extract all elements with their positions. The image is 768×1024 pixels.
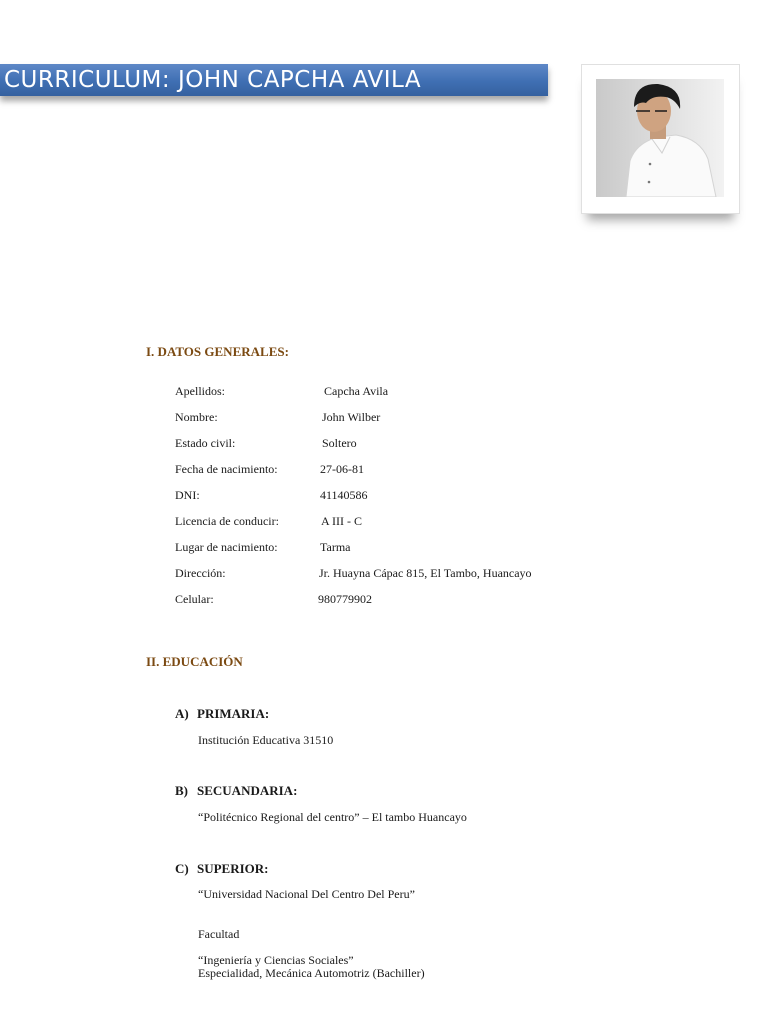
section-title-education: II. EDUCACIÓN [146, 654, 243, 669]
info-value: John Wilber [322, 410, 381, 424]
info-row-dni [175, 488, 368, 503]
education-secundaria-school: “Politécnico Regional del centro” – El tambo Huancayo [198, 810, 467, 824]
info-value: Tarma [320, 540, 351, 554]
section-title-general: I. DATOS GENERALES: [146, 344, 289, 359]
education-faculty-label: Facultad [198, 927, 240, 941]
portrait-photo [596, 79, 724, 197]
education-level-label: PRIMARIA: [197, 706, 270, 721]
page-title: CURRICULUM: JOHN CAPCHA AVILA [4, 67, 422, 93]
list-letter: C) [175, 861, 189, 876]
info-row-estado-civil [175, 436, 357, 451]
info-row-licencia [175, 514, 362, 529]
header-banner [0, 64, 548, 96]
info-label: Dirección: [175, 566, 226, 580]
info-label: Lugar de nacimiento: [175, 540, 278, 554]
info-label: Nombre: [175, 410, 218, 424]
info-row-nombre [175, 410, 381, 425]
info-label: DNI: [175, 488, 200, 502]
education-level-label: SUPERIOR: [197, 861, 269, 876]
info-row-direccion [175, 566, 532, 581]
education-level-label: SECUANDARIA: [197, 783, 298, 798]
info-label: Apellidos: [175, 384, 225, 398]
info-row-celular [175, 592, 372, 607]
list-letter: B) [175, 783, 188, 798]
info-value: A III - C [321, 514, 362, 528]
education-faculty: “Ingeniería y Ciencias Sociales” [198, 953, 354, 967]
education-specialty: Especialidad, Mecánica Automotriz (Bachiller) [198, 966, 425, 980]
education-superior-heading [175, 861, 269, 877]
info-value: 980779902 [318, 592, 372, 606]
info-row-apellidos [175, 384, 389, 399]
info-label: Celular: [175, 592, 214, 606]
info-value: 27-06-81 [320, 462, 364, 476]
info-label: Licencia de conducir: [175, 514, 279, 528]
info-value: Soltero [322, 436, 357, 450]
info-value: Capcha Avila [324, 384, 389, 398]
info-value: Jr. Huayna Cápac 815, El Tambo, Huancayo [319, 566, 532, 580]
list-letter: A) [175, 706, 189, 721]
photo-frame [581, 64, 740, 214]
info-value: 41140586 [320, 488, 368, 502]
education-primaria-school: Institución Educativa 31510 [198, 733, 334, 747]
info-label: Estado civil: [175, 436, 236, 450]
education-superior-university: “Universidad Nacional Del Centro Del Peru” [198, 887, 415, 901]
education-secundaria-heading [175, 783, 297, 799]
info-row-fecha-nacimiento [175, 462, 364, 477]
info-label: Fecha de nacimiento: [175, 462, 278, 476]
info-row-lugar-nacimiento [175, 540, 351, 555]
education-primaria-heading [175, 706, 269, 722]
